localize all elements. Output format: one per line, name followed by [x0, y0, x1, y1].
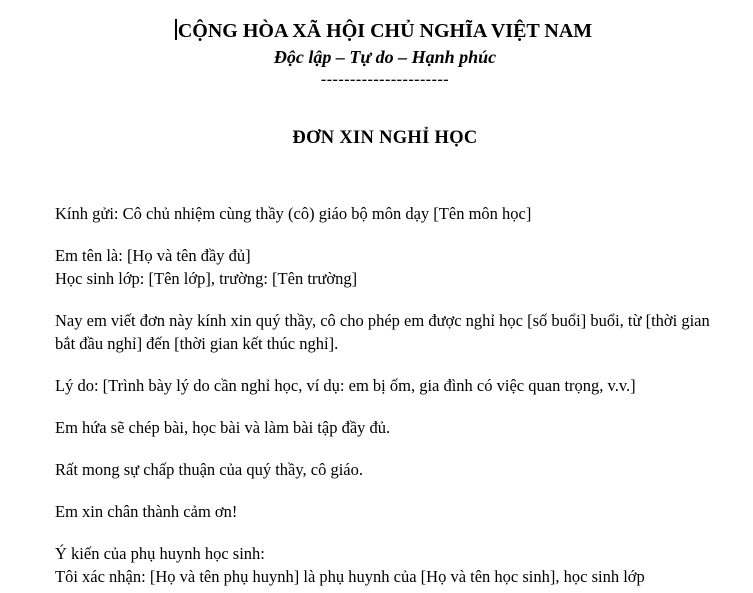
- text-line[interactable]: Nay em viết đơn này kính xin quý thầy, cô cho phép em được nghỉ học [số buổi] buổi, từ [thời gian bắt đầu nghỉ] đến [thời gian kết thúc nghỉ].: [55, 311, 710, 353]
- header-divider: ----------------------: [320, 71, 450, 88]
- text-line[interactable]: Em hứa sẽ chép bài, học bài và làm bài tập đầy đủ.: [55, 418, 391, 437]
- national-title-line[interactable]: [55, 18, 715, 44]
- paragraph-parent-opinion: [55, 542, 715, 588]
- paragraph-reason: [55, 374, 715, 397]
- paragraph-hope: [55, 458, 715, 481]
- paragraph-thanks: [55, 500, 715, 523]
- motto-line[interactable]: Độc lập – Tự do – Hạnh phúc: [273, 47, 497, 67]
- text-line[interactable]: Em tên là: [Họ và tên đầy đủ]: [55, 246, 251, 265]
- paragraph-student-info: [55, 244, 715, 290]
- text-line[interactable]: Kính gửi: Cô chủ nhiệm cùng thầy (cô) giáo bộ môn dạy [Tên môn học]: [55, 204, 532, 223]
- document-body: [55, 202, 715, 588]
- paragraph-recipient: [55, 202, 715, 225]
- text-cursor: [175, 19, 177, 40]
- document-header: [55, 18, 715, 88]
- text-line[interactable]: Em xin chân thành cảm ơn!: [55, 502, 238, 521]
- document-title[interactable]: ĐƠN XIN NGHỈ HỌC: [292, 128, 478, 148]
- national-title-text: CỘNG HÒA XÃ HỘI CHỦ NGHĨA VIỆT NAM: [177, 20, 593, 42]
- text-line[interactable]: Lý do: [Trình bày lý do cần nghỉ học, ví dụ: em bị ốm, gia đình có việc quan trọng, v.v.]: [55, 376, 636, 395]
- paragraph-promise: [55, 416, 715, 439]
- text-line[interactable]: Tôi xác nhận: [Họ và tên phụ huynh] là phụ huynh của [Họ và tên học sinh], học sinh lớp: [55, 567, 645, 586]
- text-line[interactable]: Ý kiến của phụ huynh học sinh:: [55, 544, 265, 563]
- paragraph-request: [55, 309, 715, 355]
- text-line[interactable]: Học sinh lớp: [Tên lớp], trường: [Tên trường]: [55, 269, 358, 288]
- text-line[interactable]: Rất mong sự chấp thuận của quý thầy, cô giáo.: [55, 460, 364, 479]
